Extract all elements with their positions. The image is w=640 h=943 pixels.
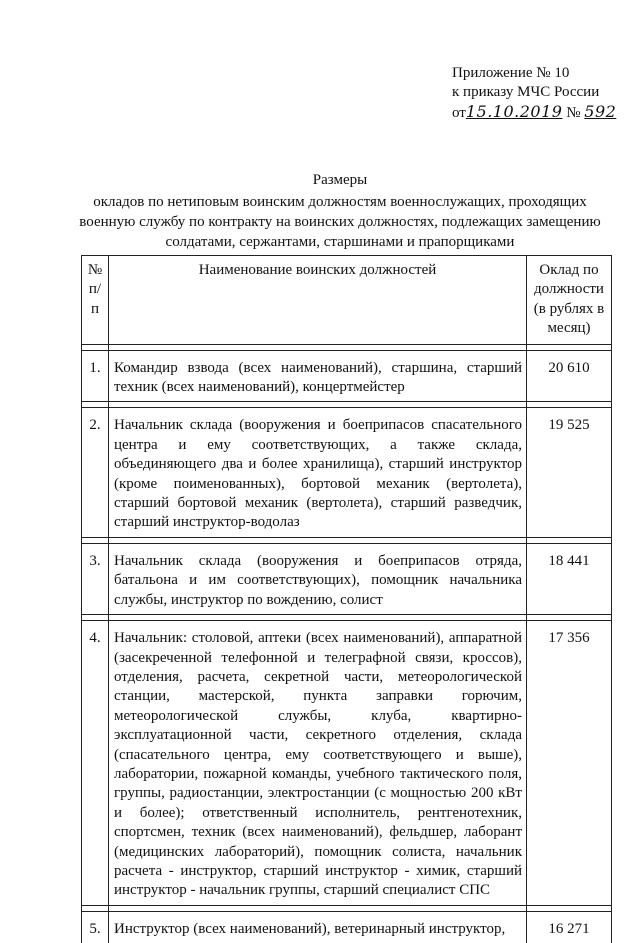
salary-value: 17 356 [527, 621, 612, 906]
salary-value: 19 525 [527, 408, 612, 537]
date-prefix: от [452, 105, 466, 121]
table-row [82, 408, 612, 537]
document-heading [70, 170, 610, 252]
header-num: № п/п [82, 256, 109, 345]
salary-value: 16 271 [527, 911, 612, 943]
position-name: Инструктор (всех наименований), ветеринарный инструктор, [109, 911, 527, 943]
handwritten-date: 15.10.2019 [465, 102, 563, 121]
position-name: Начальник: столовой, аптеки (всех наименований), аппаратной (засекреченной телефонной и телеграфной связи, кроссов), отделения, расчета, секретной части, метеорологической станции, мастерской, пункта заправки горючим, метеорологической службы, клуба, квартирно-эксплуатационной части, секретного отделения, склада (спасательного центра, ему соответствующего и выше), лаборатории, пожарной команды, учебного тактического поля, группы, радиостанции, электростанции (с мощностью 200 кВт и более); ответственный исполнитель, рентгенотехник, спортсмен, техник (всех наименований), фельдшер, лаборант (медицинских лабораторий), помощник солиста, начальник расчета - инструктор, старший инструктор - химик, старший инструктор - начальник группы, старший специалист СПС [109, 621, 527, 906]
row-number: 3. [82, 543, 109, 614]
header-salary: Оклад по должности (в рублях в месяц) [527, 256, 612, 345]
row-number: 5. [82, 911, 109, 943]
appendix-order-ref: к приказу МЧС России [452, 84, 600, 100]
position-name: Начальник склада (вооружения и боеприпасов отряда, батальона и им соответствующих), помощник начальника службы, инструктор по вождению, солист [109, 543, 527, 614]
table-header-row [82, 256, 612, 345]
header-name: Наименование воинских должностей [109, 256, 527, 345]
table-row [82, 350, 612, 402]
appendix-title: Приложение № 10 [452, 65, 570, 81]
salary-value: 18 441 [527, 543, 612, 614]
table-row [82, 621, 612, 906]
appendix-date-line [452, 102, 632, 123]
table-row [82, 911, 612, 943]
row-number: 2. [82, 408, 109, 537]
position-name: Командир взвода (всех наименований), старшина, старший техник (всех наименований), концертмейстер [109, 350, 527, 402]
position-name: Начальник склада (вооружения и боеприпасов спасательного центра и ему соответствующих, а также склада, объединяющего два и более хранилища), старший инструктор (кроме поименованных), бортовой механик (вертолета), старший бортовой механик (вертолета), старший разведчик, старший инструктор-водолаз [109, 408, 527, 537]
document-subtitle: окладов по нетиповым воинским должностям военнослужащих, проходящих военную службу по контракту на воинских должностях, подлежащих замещению солдатами, сержантами, старшинами и прапорщиками [79, 194, 601, 250]
salary-value: 20 610 [527, 350, 612, 402]
number-prefix: № [566, 105, 581, 121]
row-number: 4. [82, 621, 109, 906]
table-row [82, 543, 612, 614]
appendix-block [452, 64, 632, 123]
document-title: Размеры [312, 172, 368, 188]
row-number: 1. [82, 350, 109, 402]
handwritten-number: 592 [584, 102, 617, 121]
salary-table [81, 255, 612, 943]
